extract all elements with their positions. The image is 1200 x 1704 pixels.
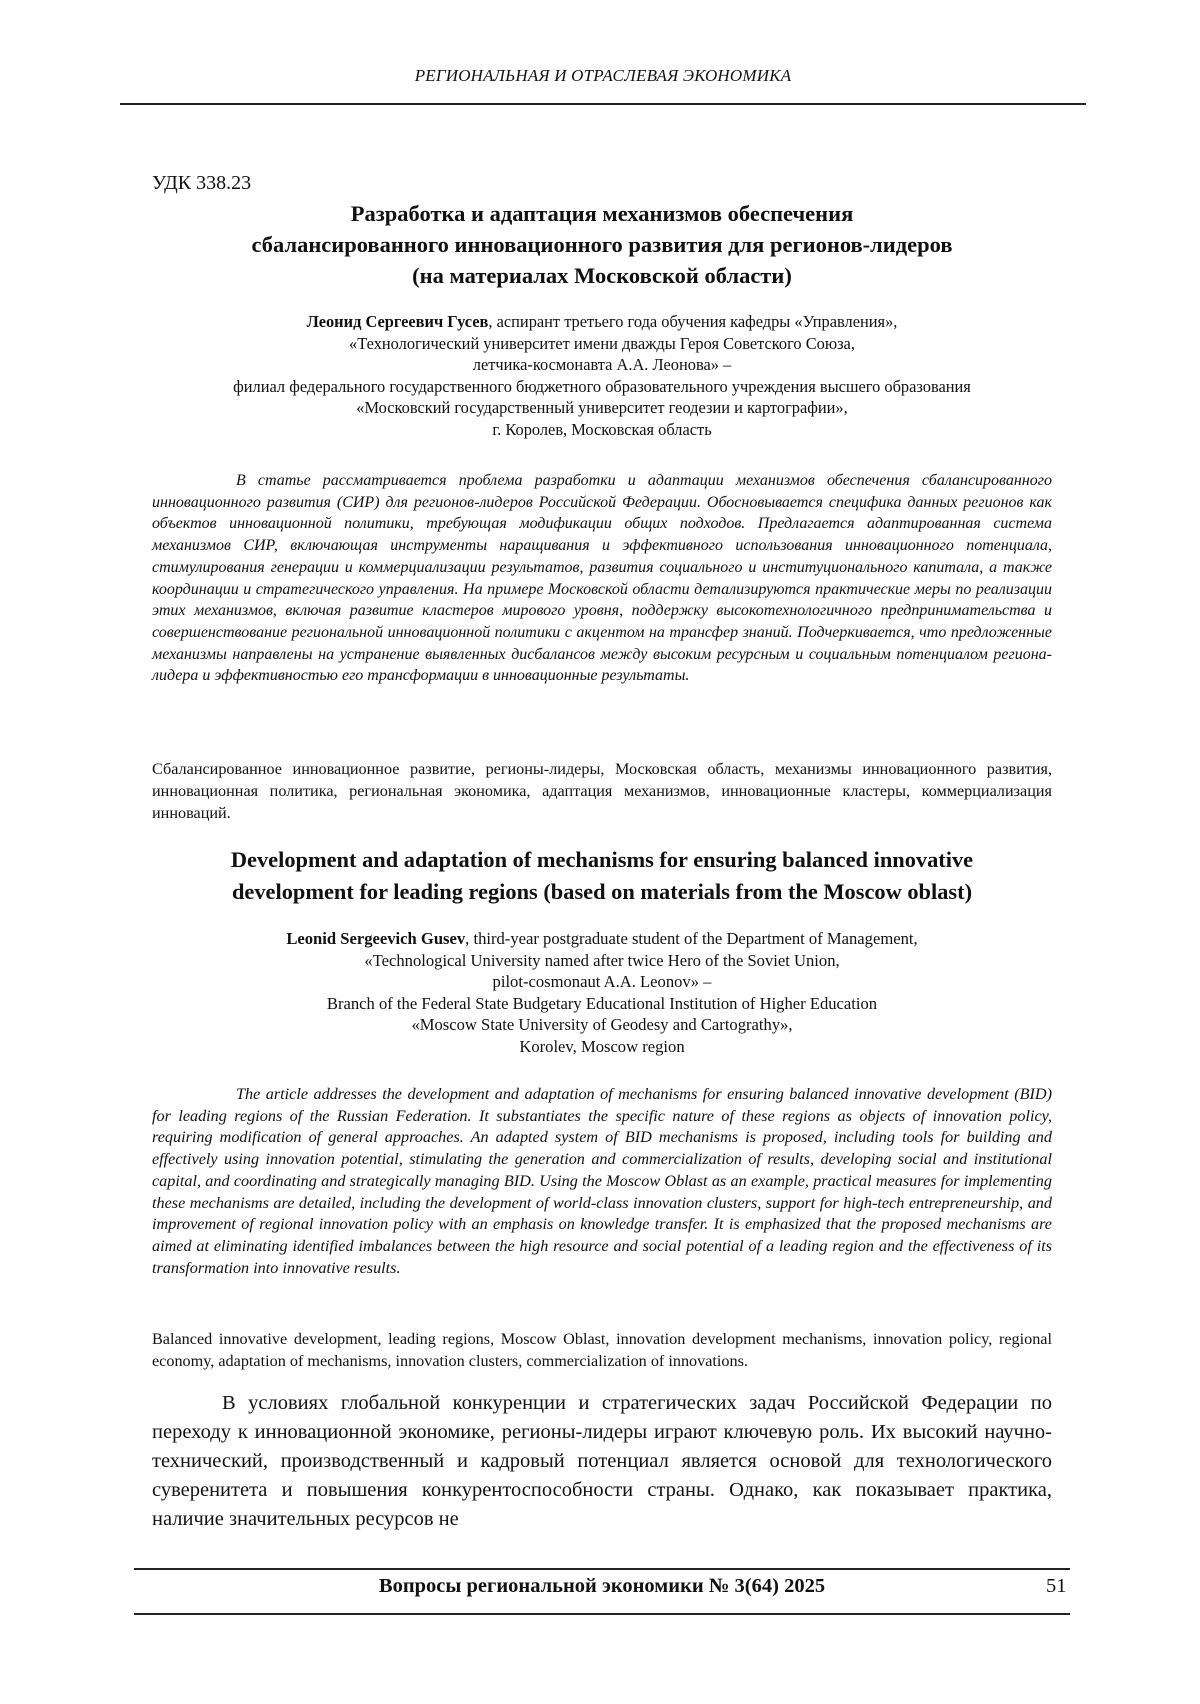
keywords-en: Balanced innovative development, leading regions, Moscow Oblast, innovation development mechanisms, innovation policy, regional economy, adaptation of mechanisms, innovation clusters, commercialization of innovations.: [152, 1330, 1052, 1370]
article-title-en: [152, 844, 1052, 908]
author-affiliation-en: [152, 928, 1052, 1058]
title-ru-line: Разработка и адаптация механизмов обеспечения: [350, 201, 854, 226]
body-paragraph: В условиях глобальной конкуренции и стратегических задач Российской Федерации по переходу к инновационной экономике, регионы-лидеры играют ключевую роль. Их высокий научно-технический, производственный и кадровый потенциал является основой для технологического суверенитета и повышения конкурентоспособности страны. Однако, как показывает практика, наличие значительных ресурсов не: [152, 1392, 1052, 1530]
author-name-ru: Леонид Сергеевич Гусев: [306, 312, 489, 331]
abstract-ru: В статье рассматривается проблема разработки и адаптации механизмов обеспечения сбалансированного инновационного развития (СИР) для регионов-лидеров Российской Федерации. Обосновывается специфика данных регионов как объектов инновационной политики, требующая модификации общих подходов. Предлагается адаптированная система механизмов СИР, включающая инструменты наращивания и эффективного использования инновационного потенциала, стимулирования генерации и коммерциализации результатов, развития социального и институционального капитала, а также координации и стратегического управления. На примере Московской области детализируются практические меры по реализации этих механизмов, включая развитие кластеров мирового уровня, поддержку высокотехнологичного предпринимательства и совершенствование региональной инновационной политики с акцентом на трансфер знаний. Подчеркивается, что предложенные механизмы направлены на устранение выявленных дисбалансов между высоким ресурсным и социальным потенциалом региона-лидера и эффективностью его трансформации в инновационные результаты.: [152, 472, 1052, 685]
title-en-line: Development and adaptation of mechanisms for ensuring balanced innovative: [230, 847, 974, 872]
affiliation-line: pilot-cosmonaut A.A. Leonov» –: [492, 972, 712, 992]
affiliation-line: «Технологический университет имени дважды Героя Советского Союза,: [349, 333, 855, 353]
header-rule: [120, 103, 1086, 105]
affiliation-line: филиал федерального государственного бюджетного образовательного учреждения высшего образования: [233, 376, 971, 396]
author-role-ru: , аспирант третьего года обучения кафедры «Управления»,: [488, 312, 898, 331]
affiliation-line: «Technological University named after twice Hero of the Soviet Union,: [364, 950, 840, 970]
footer-rule-bottom: [134, 1613, 1070, 1615]
affiliation-line: г. Королев, Московская область: [492, 419, 712, 439]
affiliation-line: «Московский государственный университет геодезии и картографии»,: [356, 398, 848, 418]
author-name-en: Leonid Sergeevich Gusev: [286, 929, 466, 948]
affiliation-line: Korolev, Moscow region: [519, 1036, 685, 1056]
author-affiliation-ru: [152, 311, 1052, 441]
affiliation-line: «Moscow State University of Geodesy and Cartograthy»,: [411, 1015, 793, 1035]
running-header: РЕГИОНАЛЬНАЯ И ОТРАСЛЕВАЯ ЭКОНОМИКА: [414, 66, 792, 85]
author-line-en: [152, 928, 1052, 950]
author-role-en: , third-year postgraduate student of the Department of Management,: [465, 929, 918, 948]
affiliation-line: Branch of the Federal State Budgetary Educational Institution of Higher Education: [326, 993, 878, 1013]
article-title-ru: [152, 198, 1052, 291]
affiliation-line: летчика-космонавта А.А. Леонова» –: [472, 355, 732, 375]
abstract-en: The article addresses the development and adaptation of mechanisms for ensuring balanced innovative development (BID) for leading regions of the Russian Federation. It substantiates the specific nature of these regions as objects of innovation policy, requiring modification of general approaches. An adapted system of BID mechanisms is proposed, including tools for building and effectively using innovation potential, stimulating the generation and commercialization of results, developing social and institutional capital, and coordinating and strategically managing BID. Using the Moscow Oblast as an example, practical measures for implementing these mechanisms are detailed, including the development of world-class innovation clusters, support for high-tech entrepreneurship, and improvement of regional innovation policy with an emphasis on knowledge transfer. It is emphasized that the proposed mechanisms are aimed at eliminating identified imbalances between the high resource and social potential of a leading region and the effectiveness of its transformation into innovative results.: [152, 1085, 1052, 1277]
keywords-ru: Сбалансированное инновационное развитие, регионы-лидеры, Московская область, механизмы инновационного развития, инновационная политика, региональная экономика, адаптация механизмов, инновационные кластеры, коммерциализация инноваций.: [152, 760, 1052, 822]
title-en-line: development for leading regions (based on materials from the Moscow oblast): [231, 879, 973, 904]
title-ru-line: сбалансированного инновационного развития для регионов-лидеров: [251, 232, 953, 257]
footer-rule-top: [134, 1568, 1070, 1570]
author-line-ru: [152, 311, 1052, 333]
title-ru-line: (на материалах Московской области): [412, 263, 792, 288]
page-number: 51: [1046, 1575, 1067, 1597]
journal-issue: Вопросы региональной экономики № 3(64) 2025: [378, 1575, 826, 1597]
udk-code: УДК 338.23: [152, 172, 252, 194]
